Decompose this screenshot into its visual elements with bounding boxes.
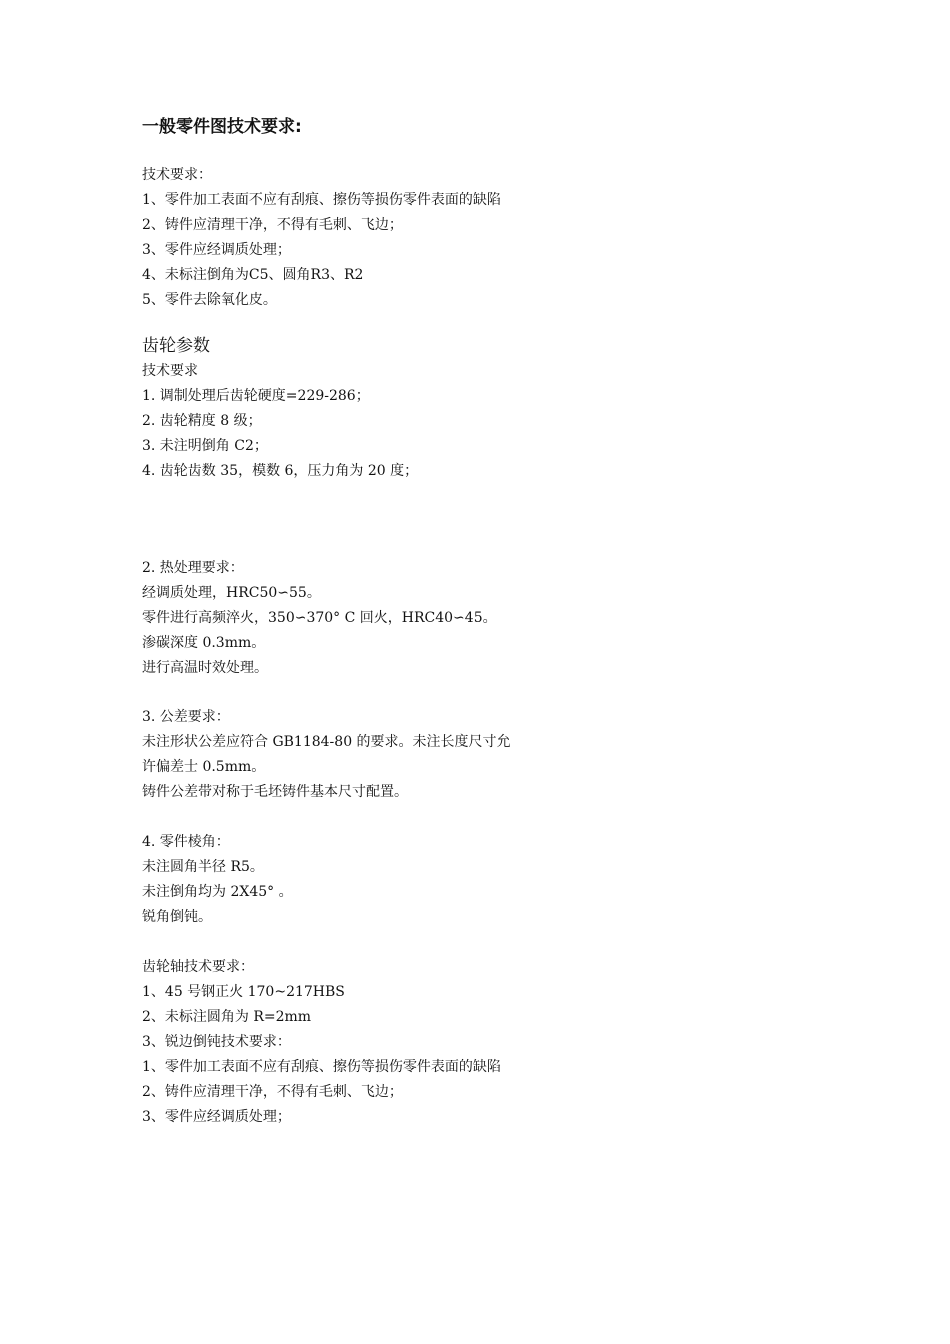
section-heading: 4. 零件棱角： (142, 834, 230, 850)
list-item: 1、零件加工表面不应有刮痕、擦伤等损伤零件表面的缺陷 (142, 1059, 501, 1075)
list-item: 未注形状公差应符合 GB1184-80 的要求。未注长度尺寸允 (142, 734, 511, 750)
list-item: 零件进行高频淬火，350∽370° C 回火，HRC40∽45。 (142, 610, 497, 626)
list-item: 3、零件应经调质处理； (142, 242, 291, 258)
tolerance-requirements (142, 705, 511, 805)
section-subheading: 技术要求 (142, 363, 198, 379)
section-heading: 齿轮参数 (142, 336, 210, 356)
list-item: 2、铸件应清理干净，不得有毛刺、飞边； (142, 1084, 403, 1100)
list-item: 3、锐边倒钝技术要求： (142, 1034, 291, 1050)
list-item: 2、未标注圆角为 R=2mm (142, 1009, 312, 1025)
section-heading: 齿轮轴技术要求： (142, 959, 254, 975)
list-item: 1、45 号钢正火 170~217HBS (142, 984, 345, 1000)
list-item: 5、零件去除氧化皮。 (142, 292, 277, 308)
section-heading: 2. 热处理要求： (142, 560, 244, 576)
general-requirements (142, 163, 501, 313)
list-item: 3. 未注明倒角 C2； (142, 438, 268, 454)
section-heading: 3. 公差要求： (142, 709, 230, 725)
list-item: 1. 调制处理后齿轮硬度=229-286； (142, 388, 370, 404)
gear-shaft-requirements (142, 955, 501, 1130)
list-item: 经调质处理，HRC50∽55。 (142, 585, 321, 601)
heat-treatment-requirements (142, 556, 497, 681)
list-item: 2、铸件应清理干净，不得有毛刺、飞边； (142, 217, 403, 233)
list-item: 进行高温时效处理。 (142, 660, 268, 676)
list-item: 铸件公差带对称于毛坯铸件基本尺寸配置。 (142, 784, 408, 800)
list-item: 锐角倒钝。 (142, 909, 212, 925)
list-item: 未注倒角均为 2X45° 。 (142, 884, 293, 900)
section-heading: 技术要求： (142, 167, 212, 183)
page-title: 一般零件图技术要求: (142, 117, 302, 137)
edge-requirements (142, 830, 293, 930)
list-item: 1、零件加工表面不应有刮痕、擦伤等损伤零件表面的缺陷 (142, 192, 501, 208)
list-item: 许偏差士 0.5mm。 (142, 759, 266, 775)
gear-parameters (142, 334, 418, 484)
list-item: 3、零件应经调质处理； (142, 1109, 291, 1125)
list-item: 未注圆角半径 R5。 (142, 859, 264, 875)
list-item: 4. 齿轮齿数 35，模数 6，压力角为 20 度； (142, 463, 419, 479)
list-item: 2. 齿轮精度 8 级； (142, 413, 262, 429)
list-item: 渗碳深度 0.3mm。 (142, 635, 266, 651)
list-item: 4、未标注倒角为C5、圆角R3、R2 (142, 267, 364, 283)
